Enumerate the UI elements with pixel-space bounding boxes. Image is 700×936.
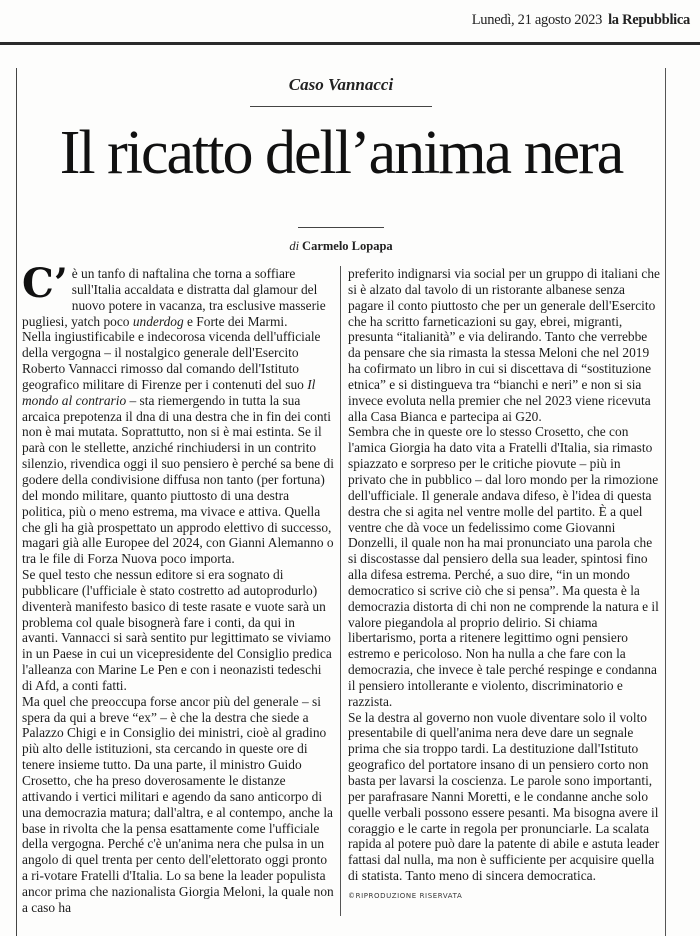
author-name: Carmelo Lopapa xyxy=(302,239,393,253)
article-kicker: Caso Vannacci xyxy=(288,75,394,94)
top-rule xyxy=(0,42,700,45)
kicker-rule xyxy=(250,106,432,107)
byline xyxy=(17,238,665,254)
paragraph: Se quel testo che nessun editore si era sognato di pubblicare (l'ufficiale è stato costretto ad autoprodurlo) diventerà manifesto basico di teste rasate e vuote sarà un problema col quale bisognerà fare i conti, da qui in avanti. Vannacci si sarà sentito pur legittimato se viviamo in un Paese in cui un vicepresidente del Consiglio predica l'alleanza con Marine Le Pen e con i neonazisti tedeschi di Afd, a conti fatti. xyxy=(22,567,332,693)
byline-rule xyxy=(298,227,384,228)
newspaper-name: la Repubblica xyxy=(608,12,690,28)
text-run: è un tanfo di naftalina che torna a soffiare sull'Italia accaldata e distratta dal glamour del nuovo potere in vacanza, tra esclusive masserie pugliesi, yatch poco xyxy=(22,266,326,329)
book-title: Il mondo al contrario xyxy=(22,376,316,408)
paragraph xyxy=(22,329,334,567)
paragraph xyxy=(22,260,334,329)
article-headline: Il ricatto dell’anima nera xyxy=(59,119,623,187)
article-frame xyxy=(16,68,666,936)
text-run: e Forte dei Marmi. xyxy=(183,313,288,329)
paragraph: Ma quel che preoccupa forse ancor più del generale – si spera da qui a breve “ex” – è che la destra che siede a Palazzo Chigi e in Consiglio dei ministri, cioè al gradino più alto delle istituzioni, sta cercando in queste ore di tenere insieme tutto. Da una parte, il ministro Guido Crosetto, che ha preso doverosamente le distanze attivando i vertici militari e agendo da sano anticorpo di una democrazia matura; dall'altra, e al contempo, anche la base in rivolta che la pensa esattamente come l'ufficiale della vergogna. Perché c'è un'anima nera che pulsa in un angolo di quel trenta per cento dell'elettorato oggi pronto a ri-votare Fratelli d'Italia. Lo sa bene la leader populista ancor prima che nazionalista Giorgia Meloni, la quale non a caso ha xyxy=(22,693,334,915)
text-run: – sta riemergendo in tutta la sua arcaica prepotenza il dna di una destra che in fin dei conti non è mai mutata. Soprattutto, non si è mai estinta. Se il parà con le stellette, anziché rinchiudersi in un contrito silenzio, rivendica oggi il suo pensiero è perché sa bene di godere della condivisione diffusa non tanto (per fortuna) del mondo militare, quanto piuttosto di una destra politica, più o meno estrema, ma vivace e attiva. Quella che gli ha già prospettato un approdo elettivo di successo, magari già alle Europee del 2024, con Gianni Alemanno o tra le file di Forza Nuova poco importa. xyxy=(22,392,334,567)
text-run: Nella ingiustificabile e indecorosa vicenda dell'ufficiale della vergogna – il nostalgico generale dell'Esercito Roberto Vannacci rimosso dal comando dell'Istituto geografico militare di Firenze per i contenuti del suo xyxy=(22,329,321,392)
italic-text: underdog xyxy=(132,313,184,329)
paragraph: Sembra che in queste ore lo stesso Crosetto, che con l'amica Giorgia ha dato vita a Fratelli d'Italia, sia rimasto spiazzato e sorpreso per le critiche piovute – più in privato che in pubblico – dal loro mondo per la rimozione dell'ufficiale. Il generale andava difeso, è l'idea di questa destra che si agita nel ventre molle del partito. È a quel ventre che dà voce un fedelissimo come Giovanni Donzelli, il quale non ha mai pronunciato una parola che si discostasse dal pensiero della sua leader, spintosi fino alla difesa estrema. Perché, a suo dire, “in un mondo democratico si scrive ciò che si pensa”. Ma questa è la democrazia distorta di chi non ne comprende la natura e il valore piegandola al proprio delirio. Si chiama libertarismo, porta a ritenere legittimo ogni pensiero estremo e pericoloso. Non ha nulla a che fare con la democrazia, che invece è tale perché respinge e condanna il pensiero intollerante e violento, discriminatorio e razzista. xyxy=(348,424,659,709)
article-column-right xyxy=(341,266,665,916)
copyright-notice: ©RIPRODUZIONE RISERVATA xyxy=(348,891,463,900)
article-column-left xyxy=(17,260,340,916)
byline-prefix: di xyxy=(289,239,300,253)
masthead xyxy=(0,0,700,42)
article-body xyxy=(17,260,665,916)
issue-date: Lunedì, 21 agosto 2023 xyxy=(471,12,603,28)
paragraph: preferito indignarsi via social per un gruppo di italiani che si è alzato dal tavolo di un ristorante albanese senza pagare il conto piuttosto che per un generale dell'Esercito che ha scritto farneticazioni su gay, ebrei, migranti, presunta “italianità” e via delirando. Tanto che verrebbe da pensare che sia rimasta la stessa Meloni che nel 2019 ha cofirmato un libro in cui si discettava di “sostituzione etnica” e si distingueva tra “bianchi e neri” e non si sia invece evoluta nella premier che nel 2023 viene ricevuta alla Casa Bianca e partecipa ai G20. xyxy=(348,266,660,424)
paragraph: Se la destra al governo non vuole diventare solo il volto presentabile di quell'anima nera deve dare un segnale prima che sia troppo tardi. La destituzione dall'Istituto geografico del portatore insano di un pensiero corto non basta per lavarsi la coscienza. Le parole sono importanti, per parafrasare Nanni Moretti, e le condanne anche solo quelle verbali possono essere pesanti. Ma bisogna avere il coraggio e le carte in regola per pronunciarle. La scalata rapida al potere può dare la patente di abile e astuta leader fattasi dal nulla, ma non è sufficiente per acquisire quella di statista. Tanto meno di sincera democratica. xyxy=(348,709,660,884)
drop-cap: C’ xyxy=(22,260,68,307)
